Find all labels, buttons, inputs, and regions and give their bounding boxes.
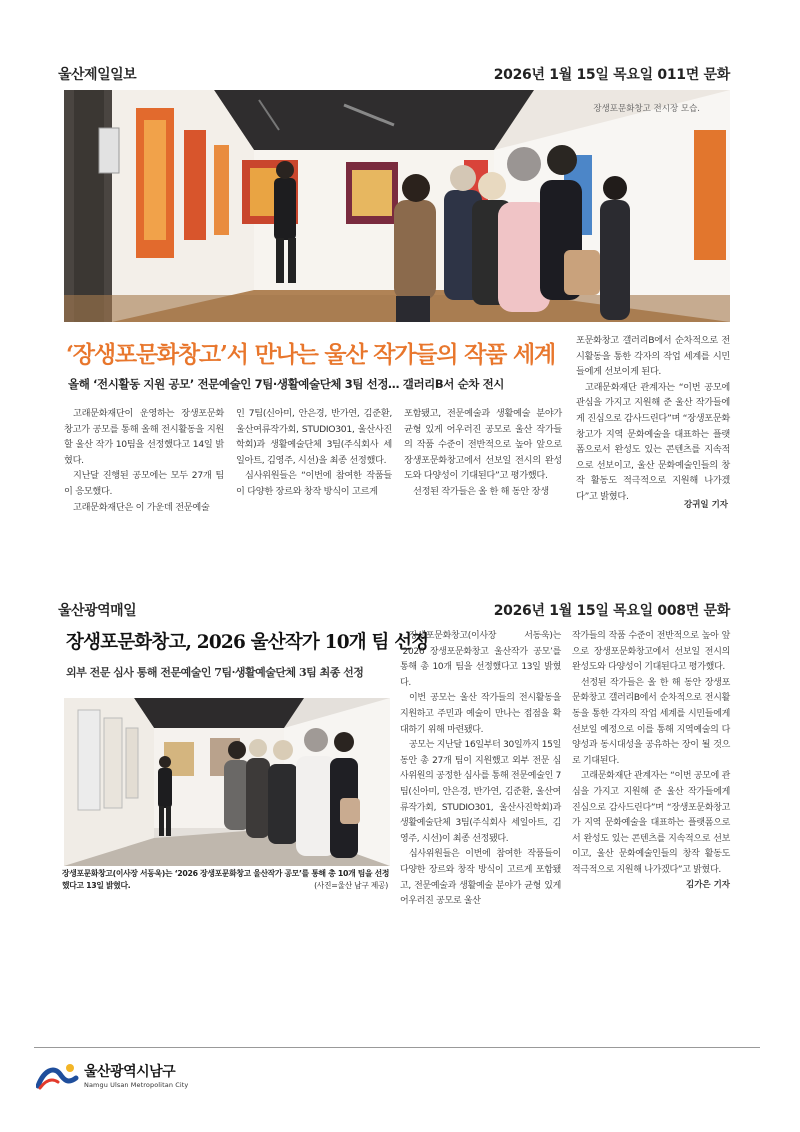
date-line: 2026년 1월 15일 목요일 011면 문화 bbox=[493, 67, 730, 83]
paragraph: 고래문화재단은 이 가운데 전문예술 bbox=[73, 501, 210, 513]
photo-caption: 장생포문화창고 전시장 모습. bbox=[593, 104, 700, 114]
subheadline: 올해 ‘전시활동 지원 공모’ 전문예술인 7팀·생활예술단체 3팀 선정… 갤러리B서 순차 전시 bbox=[68, 377, 505, 391]
newspaper-name: 울산제일일보 bbox=[58, 67, 137, 83]
paragraph: 심사위원들은 이번에 참여한 작품들이 다양한 장르와 창작 방식이 고르게 포함됐고, 전문예술과 생활예술 분야가 균형 있게 어우러진 공모로 울산 bbox=[400, 849, 561, 907]
caption-text: 장생포문화창고(이사장 서동욱)는 ‘2026 장생포문화창고 울산작가 공모’를 통해 총 10개 팀을 선정했다고 13일 밝혔다. bbox=[62, 869, 390, 890]
date-line: 2026년 1월 15일 목요일 008면 문화 bbox=[493, 603, 730, 619]
photo-caption bbox=[62, 868, 392, 891]
paragraph: 이번 공모는 울산 작가들의 전시활동을 지원하고 주민과 예술이 만나는 접점을 확대하기 위해 마련됐다. bbox=[400, 693, 561, 735]
article-column-1 bbox=[64, 406, 224, 515]
article-column-2 bbox=[236, 406, 392, 500]
paragraph: 공모는 지난달 16일부터 30일까지 15일 동안 총 27개 팀이 지원했고 외부 전문 심사위원의 공정한 심사를 통해 전문예술인 7팀(신아미, 안은경, 반가연, 김준환, 울산여류작가회, STUDIO301, 울산사진학회)과 생활예술단체 3팀(주식회사 세일아트, 김영주, 시선)이 최종 선정됐다. bbox=[400, 740, 561, 844]
photo-credit: (사진=울산 남구 제공) bbox=[314, 880, 388, 890]
article2-header bbox=[58, 596, 730, 620]
paragraph: 선정된 작가들은 올 한 해 동안 장생 bbox=[413, 485, 549, 497]
footer-divider bbox=[34, 1047, 760, 1048]
paragraph: 선정된 작가들은 올 한 해 동안 장생포문화창고 갤러리B에서 순차적으로 전시활동을 통한 각자의 작업 세계를 시민들에게 선보일 예정으로 이를 통해 지역예술의 다양성과 동시대성을 공유하는 장이 될 것으로 기대된다. bbox=[572, 677, 730, 766]
headline: ‘장생포문화창고’서 만나는 울산 작가들의 작품 세계 bbox=[66, 341, 556, 368]
article1-header bbox=[58, 60, 730, 84]
gallery-photo-2 bbox=[64, 698, 390, 866]
paragraph: 인 7팀(신아미, 안은경, 반가연, 김준환, 울산여류작가회, STUDIO301, 울산사진학회)과 생활예술단체 3팀(주식회사 세일아트, 김영주, 시선)을 최종 선정했다. bbox=[236, 408, 392, 466]
paragraph: 고래문화재단이 운영하는 장생포문화창고가 공모를 통해 올해 전시활동을 지원할 울산 작가 10팀을 선정했다고 14일 밝혔다. bbox=[64, 408, 224, 466]
paragraph: 고래문화재단 관계자는 “이번 공모에 관심을 가지고 지원해 준 울산 작가들에게 진심으로 감사드린다”며 “장생포문화창고가 지역 문화예술을 대표하는 플랫폼으로서 완성도 있는 콘텐츠를 지속적으로 선보이고, 울산 문화예술인들의 창작 활동도 적극적으로 지원해 나가겠다”고 밝혔다. bbox=[572, 771, 730, 875]
paragraph: 장생포문화창고(이사장 서동욱)는 ‘2026 장생포문화창고 울산작가 공모’를 통해 총 10개 팀을 선정했다고 13일 밝혔다. bbox=[400, 631, 561, 688]
paragraph: 포함됐고, 전문예술과 생활예술 분야가 균형 있게 어우러진 공모로 울산 작가들의 작품 수준이 전반적으로 높아 앞으로 장생포문화창고에서 선보일 전시의 완성도와 다양성이 기대된다”고 평가했다. bbox=[404, 408, 562, 482]
headline: 장생포문화창고, 2026 울산작가 10개 팀 선정 bbox=[66, 632, 429, 653]
paragraph: 고래문화재단 관계자는 “이번 공모에 관심을 가지고 지원해 준 울산 작가들에게 진심으로 감사드린다”며 “장생포문화창고가 지역 문화예술을 대표하는 플랫폼으로서 완성도 있는 콘텐츠를 지속적으로 선보이고, 울산 문화예술인들의 창작 활동도 적극적으로 지원해 나가겠다”고 밝혔다. bbox=[576, 381, 730, 502]
paragraph: 지난달 진행된 공모에는 모두 27개 팀이 응모했다. bbox=[64, 470, 224, 497]
newspaper-name: 울산광역매일 bbox=[58, 603, 137, 619]
subheadline: 외부 전문 심사 통해 전문예술인 7팀·생활예술단체 3팀 최종 선정 bbox=[66, 666, 364, 679]
namgu-logo bbox=[36, 1060, 188, 1090]
article-column-4 bbox=[576, 333, 730, 505]
paragraph: 심사위원들은 “이번에 참여한 작품들이 다양한 장르와 창작 방식이 고르게 bbox=[236, 470, 392, 497]
paragraph: 포문화창고 갤러리B에서 순차적으로 전시활동을 통한 각자의 작업 세계를 시민들에게 선보이게 된다. bbox=[576, 335, 730, 378]
org-name-en: Namgu Ulsan Metropolitan City bbox=[84, 1081, 189, 1089]
article-column-b bbox=[572, 629, 730, 879]
byline: 김가은 기자 bbox=[685, 880, 730, 890]
byline: 강귀일 기자 bbox=[683, 500, 728, 510]
gallery-photo-1 bbox=[64, 90, 730, 322]
article-column-3 bbox=[404, 406, 562, 500]
paragraph: 작가들의 작품 수준이 전반적으로 높아 앞으로 장생포문화창고에서 선보일 전시의 완성도와 다양성이 기대된다고 평가했다. bbox=[572, 631, 730, 673]
namgu-emblem-icon bbox=[36, 1060, 80, 1090]
org-name: 울산광역시남구 bbox=[84, 1064, 176, 1080]
article-column-a bbox=[400, 629, 561, 910]
